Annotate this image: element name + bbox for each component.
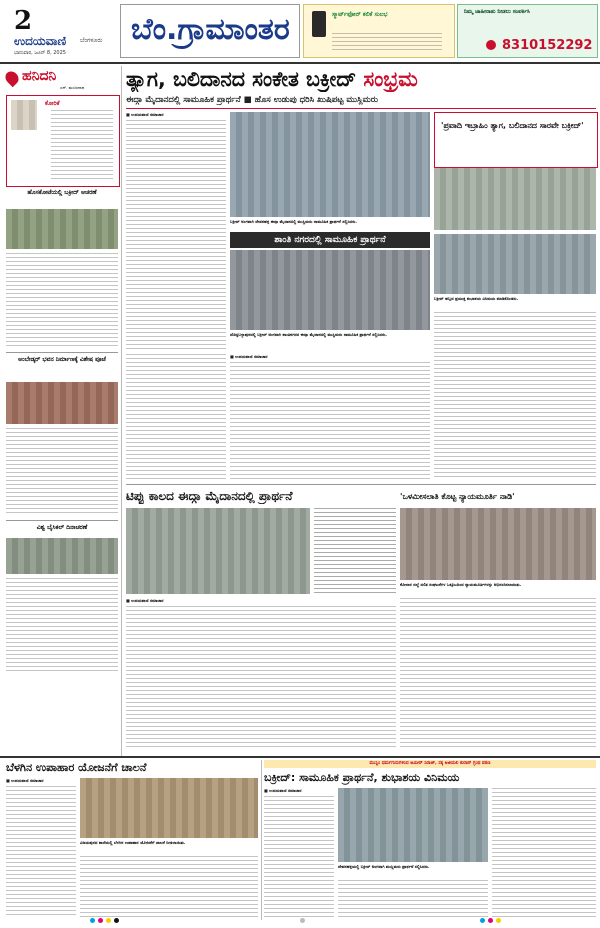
story-title: ವಿಶ್ವ ಬೈಸಿಕಲ್ ದಿನಾಚರಣೆ [36, 524, 88, 531]
story-title: ಅಂಬೇಡ್ಕರ್ ಭವನ ನಿರ್ಮಾಣಕ್ಕೆ ವಿಶೇಷ ಪೂಜೆ [18, 356, 106, 363]
shanti-photo [230, 250, 430, 330]
quote2-photo [400, 508, 596, 580]
lead-photo-caption: ಬಕ್ರೀದ್ ಅಂಗವಾಗಿ ದೇವನಹಳ್ಳಿ ಈದ್ಗಾ ಮೈದಾನದಲ್ಲಿ ಮುಸ್ಲಿಮರು ಸಾಮೂಹಿಕ ಪ್ರಾರ್ಥನೆ ಸಲ್ಲಿಸಿದರು. [230, 219, 357, 224]
breakfast-title: ಬೆಳಗಿನ ಉಪಾಹಾರ ಯೋಜನೆಗೆ ಚಾಲನೆ [6, 761, 147, 774]
lead-photo [230, 112, 430, 217]
shanti-story [230, 232, 430, 350]
right-caption: ಬಕ್ರೀದ್ ಹಬ್ಬದ ಪ್ರಯುಕ್ತ ಶುಭಾಶಯ ವಿನಿಮಯ ಮಾಡಿಕೊಂಡರು. [434, 296, 519, 301]
brand-drop-icon [3, 69, 21, 87]
poem-illustration [11, 100, 37, 130]
ceremony-photo [6, 382, 118, 424]
bakrid2-caption: ದೇವನಹಳ್ಳಿಯಲ್ಲಿ ಬಕ್ರೀದ್ ಅಂಗವಾಗಿ ಮುಸ್ಲಿಮರು ಪ್ರಾರ್ಥನೆ ಸಲ್ಲಿಸಿದರು. [338, 864, 430, 869]
poem-box [6, 95, 120, 187]
paper-name: ಉದಯವಾಣಿ [14, 34, 67, 48]
sidebar-story-3 [6, 524, 118, 674]
tipu-title: ಟಿಪ್ಪು ಕಾಲದ ಈದ್ಗಾ ಮೈದಾನದಲ್ಲಿ ಪ್ರಾರ್ಥನೆ [126, 489, 293, 503]
body-text-left [126, 354, 226, 482]
quote2-caption: ಕೋಲಾರ ಜಿಲ್ಲೆ ದಲಿತ ಸಂಘಟನೆಗಳ ಒಕ್ಕೂಟದಿಂದ ನ್ಯಾಯಮೂರ್ತಿಗಳನ್ನು ಅಭಿನಂದಿಸಲಾಯಿತು. [400, 582, 522, 587]
body-text-right [434, 312, 596, 478]
city-name: ಬೆಂಗಳೂರು [80, 37, 103, 44]
quote-text: 'ಪ್ರವಾದಿ ಇಬ್ರಾಹಿಂ ತ್ಯಾಗ, ಬಲಿದಾನದ ಸಾರವೇ ಬಕ್ರೀದ್' [441, 121, 584, 130]
mosque-photo [6, 209, 118, 249]
tipu-photo [126, 508, 310, 594]
sidebar-story-2 [6, 356, 118, 516]
story-title: ಹೊಸಕೋಟೆಯಲ್ಲಿ ಬಕ್ರೀದ್ ಆಚರಣೆ [27, 189, 97, 196]
bakrid2-title: ಬಕ್ರೀದ್: ಸಾಮೂಹಿಕ ಪ್ರಾರ್ಥನೆ, ಶುಭಾಶಯ ವಿನಿಮಯ [264, 771, 460, 784]
page-number: 2 [14, 6, 33, 36]
body-text-mid: ■ ಉದಯವಾಣಿ ಸಮಾಚಾರ [230, 354, 430, 482]
masthead [0, 0, 600, 62]
sidebar-brand [6, 68, 118, 92]
quote2-body [400, 598, 596, 748]
right-photo [434, 234, 596, 294]
shanti-caption: ದೊಡ್ಡಬಳ್ಳಾಪುರದಲ್ಲಿ ಬಕ್ರೀದ್ ಅಂಗವಾಗಿ ಶಾಂತಿನಗರದ ಈದ್ಗಾ ಮೈದಾನದಲ್ಲಿ ಮುಸ್ಲಿಮರು ಸಾಮೂಹಿಕ ಪ್ರಾರ್ಥನೆ ಸಲ್ಲಿಸಿದರು. [230, 332, 387, 337]
bakrid2-kicker: ಮುಸ್ಲಿಂ ಧರ್ಮಗುರುಗಳಿಂದ ಅಮೀರ್ ಸಿರಾಜ್, ಸಕ್ಕ ಅಜಿಯಲಿ ಕುರಾನ್ ಗ್ರಂಥ ಪಠಣ [264, 760, 596, 768]
advertisement-1[interactable] [303, 4, 455, 58]
sidebar-story-1 [6, 189, 118, 349]
tipu-side-text [314, 508, 396, 594]
breakfast-caption: ವಿಜಯಪುರದ ಶಾಲೆಯಲ್ಲಿ ಬೆಳಗಿನ ಉಪಾಹಾರ ಯೋಜನೆಗೆ ಚಾಲನೆ ನೀಡಲಾಯಿತು. [80, 840, 186, 845]
phone-icon [486, 40, 496, 50]
bakrid2-photo [338, 788, 488, 862]
date-line: ಭಾನುವಾರ, ಜೂನ್ 8, 2025 [14, 50, 66, 56]
bakrid2-story: ಮುಸ್ಲಿಂ ಧರ್ಮಗುರುಗಳಿಂದ ಅಮೀರ್ ಸಿರಾಜ್, ಸಕ್ಕ ಅಜಿಯಲಿ ಕುರಾನ್ ಗ್ರಂಥ ಪಠಣ ಬಕ್ರೀದ್: ಸಾಮೂಹಿಕ ಪ್ರಾರ್ಥನೆ, ಶುಭಾಶಯ ವಿನಿಮಯ ■ ಉದಯವಾಣಿ ಸಮಾಚಾರ ದೇವನಹಳ್ಳಿಯಲ್ಲಿ ಬಕ್ರೀದ್ ಅಂಗವಾಗಿ ಮುಸ್ಲಿಮರು ಪ್ರಾರ್ಥನೆ ಸಲ್ಲಿಸಿದರು. [264, 760, 596, 920]
breakfast-photo [80, 778, 258, 838]
ad-phone-number: 8310152292 [502, 38, 593, 53]
brand-title: ಹನಿದನಿ [22, 68, 57, 84]
lead-headline-accent: ಸಂಭ್ರಮ [363, 67, 418, 91]
print-registration-marks [90, 918, 510, 924]
lead-body-col [126, 112, 226, 352]
ad1-text: ಸ್ಮಾರ್ಟ್‌ಫೋನ್ ಕಲಿಕೆ ಸುಲಭ [332, 11, 388, 18]
tipu-body: ■ ಉದಯವಾಣಿ ಸಮಾಚಾರ [126, 598, 396, 748]
advertisement-2[interactable] [457, 4, 598, 58]
poem-title: ಕೋರಿಕೆ [45, 100, 60, 107]
section-title: ಬೆಂ.ಗ್ರಾಮಾಂತರ [131, 12, 290, 47]
masthead-divider [0, 62, 600, 64]
lead-subheadline: ಈದ್ಗಾ ಮೈದಾನದಲ್ಲಿ ಸಾಮೂಹಿಕ ಪ್ರಾರ್ಥನೆ ■ ಹೊಸ ಉಡುಪು ಧರಿಸಿ ಖುಷಿಪಟ್ಟ ಮುಸ್ಲಿಮರು [126, 95, 378, 105]
cycling-photo [6, 538, 118, 574]
ad2-text: ನಿಮ್ಮ ಜಾಹೀರಾತು ನೀಡಲು ಸಂಪರ್ಕಿಸಿ [464, 9, 530, 15]
quote2-title: 'ಒಳಮೀಸಲಾತಿ ಕೊಟ್ಟ ನ್ಯಾಯಮೂರ್ತಿ ನಾಡಿ' [400, 492, 515, 501]
section-title-box [120, 4, 300, 58]
breakfast-story: ಬೆಳಗಿನ ಉಪಾಹಾರ ಯೋಜನೆಗೆ ಚಾಲನೆ ■ ಉದಯವಾಣಿ ಸಮಾಚಾರ ವಿಜಯಪುರದ ಶಾಲೆಯಲ್ಲಿ ಬೆಳಗಿನ ಉಪಾಹಾರ ಯೋಜನೆಗೆ ಚಾಲನೆ ನೀಡಲಾಯಿತು. [6, 760, 258, 920]
brand-author: ಎನ್. ಮಂಜುನಾಥ [60, 85, 85, 90]
lead-headline [126, 66, 596, 92]
quote-box [434, 112, 598, 168]
greeting-photo [434, 168, 596, 230]
phone-icon [312, 11, 326, 37]
lead-byline: ■ ಉದಯವಾಣಿ ಸಮಾಚಾರ [126, 112, 164, 117]
lead-headline-main: ತ್ಯಾಗ, ಬಲಿದಾನದ ಸಂಕೇತ ಬಕ್ರೀದ್ [126, 67, 364, 91]
shanti-title: ಶಾಂತಿ ನಗರದಲ್ಲಿ ಸಾಮೂಹಿಕ ಪ್ರಾರ್ಥನೆ [230, 232, 430, 248]
